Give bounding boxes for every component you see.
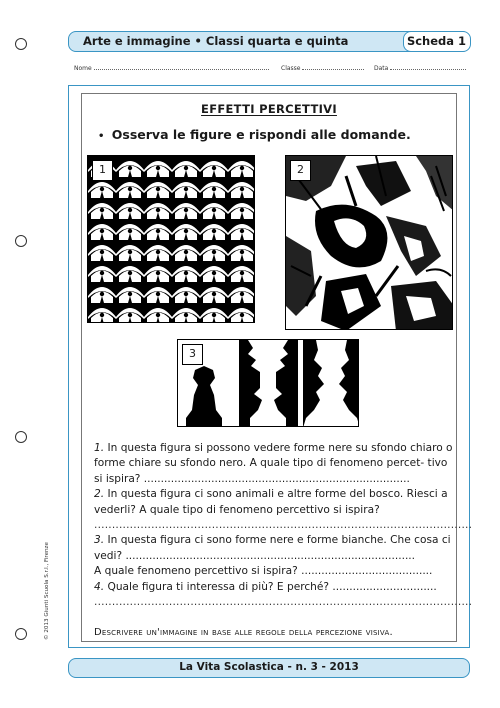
worksheet-inner-frame bbox=[81, 93, 473, 642]
figure-3 bbox=[177, 339, 359, 427]
binder-hole-bottom bbox=[15, 628, 27, 640]
name-field[interactable] bbox=[74, 64, 269, 72]
figure-1-number: 1 bbox=[92, 160, 113, 181]
date-label: Data bbox=[374, 65, 389, 72]
task-instruction: Descrivere un'immagine in base alle regole della percezione visiva. bbox=[94, 627, 393, 638]
class-dotted-line bbox=[302, 64, 364, 70]
answer-line-4[interactable]: .......................................................................................................... bbox=[94, 596, 473, 609]
sheet-title: EFFETTI PERCETTIVI bbox=[201, 102, 337, 116]
question-3[interactable]: 3. In questa figura ci sono forme nere e forme bianche. Che cosa ci vedi? ...................................................................................... bbox=[94, 534, 451, 562]
abstract-animal-painting-icon bbox=[286, 156, 453, 330]
copyright-text: © 2013 Giunti Scuola S.r.l., Firenze bbox=[44, 542, 50, 640]
bullet-icon: • bbox=[98, 131, 105, 142]
figure-2-number: 2 bbox=[290, 160, 311, 181]
question-4[interactable]: 4. Quale figura ti interessa di più? E perché? ............................... bbox=[94, 580, 437, 593]
answer-line-2[interactable]: .......................................................................................................... bbox=[94, 519, 473, 532]
header-bar bbox=[68, 31, 470, 52]
question-2[interactable]: 2. In questa figura ci sono animali e altre forme del bosco. Riesci a vederli? A quale tipo di fenomeno percettivo si ispira? bbox=[94, 488, 448, 516]
figure-3-number: 3 bbox=[182, 344, 203, 365]
name-label: Nome bbox=[74, 65, 92, 72]
arch-pattern-icon bbox=[88, 156, 255, 323]
subject-label: Arte e immagine bbox=[83, 34, 191, 48]
figure-1 bbox=[87, 155, 255, 323]
header-title bbox=[83, 34, 348, 48]
vases-faces-icon bbox=[178, 340, 359, 427]
binder-hole-middle bbox=[15, 235, 27, 247]
binder-hole-top bbox=[15, 38, 27, 50]
header-separator: • bbox=[194, 34, 202, 48]
question-1[interactable]: 1. In questa figura si possono vedere forme nere su sfondo chiaro o forme chiare su sfondo nero. A quale tipo di fenomeno percet- tivo si ispira? ............................................................................... bbox=[94, 442, 453, 485]
name-dotted-line bbox=[94, 64, 269, 70]
classes-label: Classi quarta e quinta bbox=[205, 34, 349, 48]
binder-hole-lower bbox=[15, 431, 27, 443]
class-field[interactable] bbox=[281, 64, 364, 72]
instruction-text: Osserva le figure e rispondi alle domande. bbox=[111, 127, 411, 142]
sheet-number-badge: Scheda 1 bbox=[403, 31, 471, 52]
question-3b[interactable]: A quale fenomeno percettivo si ispira? ....................................... bbox=[94, 565, 433, 578]
instruction bbox=[98, 127, 411, 142]
figure-2 bbox=[285, 155, 453, 330]
class-label: Classe bbox=[281, 65, 301, 72]
date-field[interactable] bbox=[374, 64, 466, 72]
footer-bar: La Vita Scolastica - n. 3 - 2013 bbox=[68, 658, 470, 678]
worksheet-frame bbox=[68, 85, 473, 648]
date-dotted-line bbox=[390, 64, 466, 70]
questions-block bbox=[94, 441, 473, 610]
